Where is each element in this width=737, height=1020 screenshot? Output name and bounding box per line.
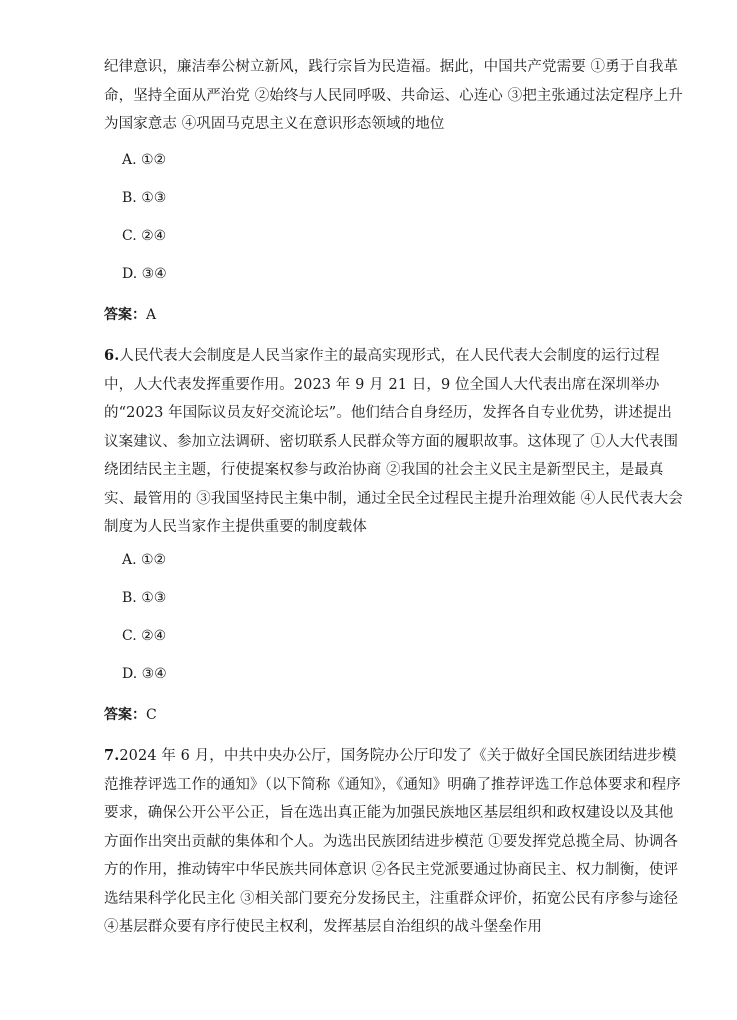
q5-answer-label: 答案： (104, 307, 146, 323)
q5-answer (104, 305, 156, 325)
q6-answer (104, 705, 157, 725)
q6-option-c: C. ②④ (122, 628, 167, 644)
q6-option-b: B. ①③ (122, 590, 167, 606)
q6-stem: 人民代表大会制度是人民当家作主的最高实现形式，在人民代表大会制度的运行过程中，人大代表发挥重要作用。2023 年 9 月 21 日，9 位全国人大代表出席在深圳举办的“2023 年国际议员友好交流论坛”。他们结合自身经历，发挥各自专业优势，讲述提出议案建议、参加立法调研、密切联系人民群众等方面的履职故事。这体现了 ①人大代表围绕团结民主主题，行使提案权参与政治协商 ②我国的社会主义民主是新型民主，是最真实、最管用的 ③我国坚持民主集中制，通过全民全过程民主提升治理效能 ④人民代表大会制度为人民当家作主提供重要的制度载体 (104, 348, 683, 535)
q6-block (104, 342, 684, 542)
q6-answer-value: C (146, 707, 157, 723)
q7-block (104, 742, 684, 942)
q6-number: 6. (104, 347, 120, 364)
q5-option-a: A. ①② (122, 152, 167, 168)
q7-number: 7. (104, 747, 120, 764)
q5-option-d: D. ③④ (122, 266, 167, 282)
q5-option-b: B. ①③ (122, 190, 167, 206)
q7-stem: 2024 年 6 月，中共中央办公厅，国务院办公厅印发了《关于做好全国民族团结进步模范推荐评选工作的通知》（以下简称《通知》，《通知》明确了推荐评选工作总体要求和程序要求，确保公开公平公正，旨在选出真正能为加强民族地区基层组织和政权建设以及其他方面作出突出贡献的集体和个人。为选出民族团结进步模范 ①要发挥党总揽全局、协调各方的作用，推动铸牢中华民族共同体意识 ②各民主党派要通过协商民主、权力制衡，使评选结果科学化民主化 ③相关部门要充分发扬民主，注重群众评价，拓宽公民有序参与途径 ④基层群众要有序行使民主权利，发挥基层自治组织的战斗堡垒作用 (104, 748, 681, 935)
q6-option-d: D. ③④ (122, 666, 167, 682)
q5-answer-value: A (146, 307, 157, 323)
q5-stem: 纪律意识，廉洁奉公树立新风，践行宗旨为民造福。据此，中国共产党需要 ①勇于自我革命，坚持全面从严治党 ②始终与人民同呼吸、共命运、心连心 ③把主张通过法定程序上升为国家意志 ④巩固马克思主义在意识形态领域的地位 (104, 59, 683, 132)
q6-answer-label: 答案： (104, 707, 146, 723)
q6-option-a: A. ①② (122, 552, 167, 568)
q5-option-c: C. ②④ (122, 228, 167, 244)
